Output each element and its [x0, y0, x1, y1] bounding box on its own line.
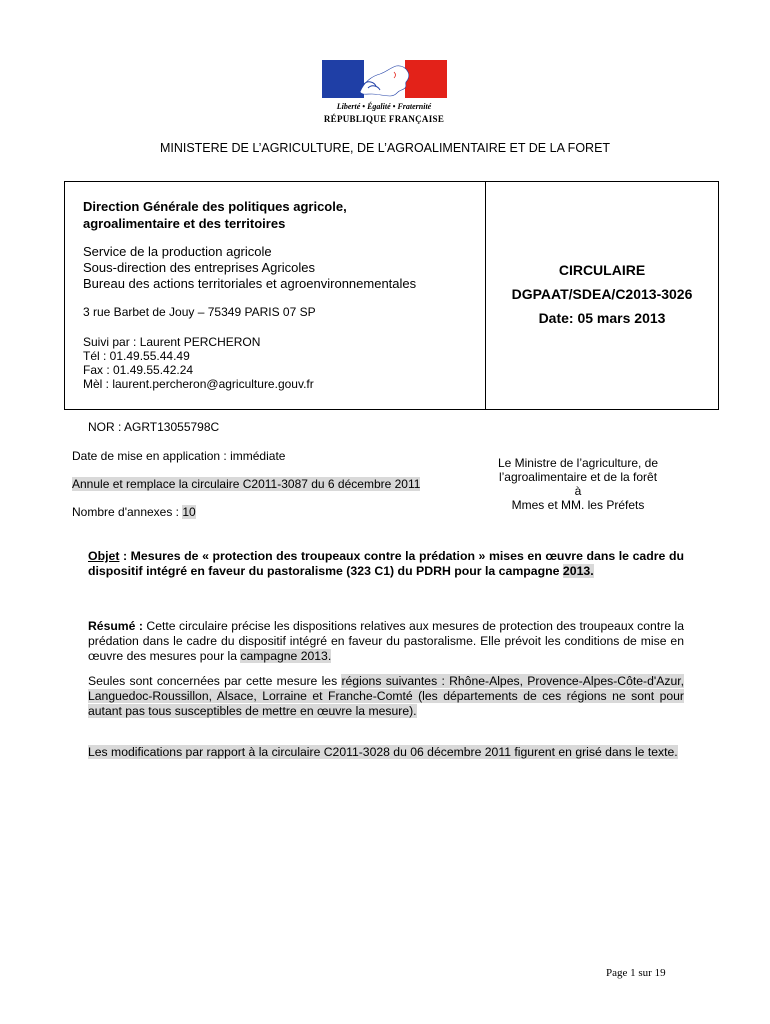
- nombre-annexes: [72, 505, 196, 519]
- regions-list: régions suivantes : Rhône-Alpes, Provence-Alpes-Côte-d'Azur, Languedoc-Roussillon, Alsace, Lorraine et Franche-Comté (les départements de ces régions ne sont pour autant pas tous susceptibles de mettre en œuvre la mesure).: [88, 674, 684, 718]
- resume-text: Cette circulaire précise les dispositions relatives aux mesures de protection des troupeaux contre la prédation dans le cadre du dispositif intégré en faveur du pastoralisme. Elle prévoit les conditions de mise en œuvre des mesures pour la: [88, 619, 684, 663]
- tricolor-flag: [322, 60, 447, 98]
- ministry-name: MINISTERE DE L’AGRICULTURE, DE L’AGROALIMENTAIRE ET DE LA FORET: [159, 141, 611, 155]
- date-application: Date de mise en application : immédiate: [72, 449, 286, 463]
- contact-block: [83, 335, 478, 391]
- contact-phone: Tél : 01.49.55.44.49: [83, 349, 190, 363]
- direction-generale: [83, 198, 478, 232]
- annexes-label: Nombre d'annexes :: [72, 505, 183, 519]
- contact-fax: Fax : 01.49.55.42.24: [83, 363, 194, 377]
- annexes-value: 10: [182, 505, 196, 519]
- resume-paragraph: [88, 619, 684, 664]
- republique-francaise-label: RÉPUBLIQUE FRANÇAISE: [323, 114, 445, 124]
- dg-line-1: Direction Générale des politiques agricole,: [83, 199, 347, 214]
- regions-intro: Seules sont concernées par cette mesure les: [88, 674, 342, 688]
- circulaire-label: CIRCULAIRE: [558, 262, 646, 278]
- postal-address: 3 rue Barbet de Jouy – 75349 PARIS 07 SP: [83, 305, 316, 319]
- service-block: [83, 244, 478, 292]
- contact-person: Suivi par : Laurent PERCHERON: [83, 335, 261, 349]
- dg-line-2: agroalimentaire et des territoires: [83, 216, 286, 231]
- resume-label: Résumé :: [88, 619, 143, 633]
- marianne-icon: [350, 62, 425, 98]
- republic-motto: Liberté • Égalité • Fraternité: [336, 102, 432, 111]
- circulaire-date: Date: 05 mars 2013: [538, 310, 666, 326]
- annule-text: Annule et remplace la circulaire C2011-3087 du 6 décembre 2011: [72, 477, 421, 491]
- objet-text: : Mesures de « protection des troupeaux contre la prédation » mises en œuvre dans le cadre du dispositif intégré en faveur du pastoralisme (323 C1) du PDRH pour la campagne: [88, 549, 684, 578]
- nor-reference: NOR : AGRT13055798C: [88, 420, 220, 434]
- dest-line-4: Mmes et MM. les Préfets: [511, 498, 645, 512]
- resume-campagne: campagne 2013.: [240, 649, 332, 663]
- modifications-paragraph: [88, 745, 684, 760]
- dest-line-2: l’agroalimentaire et de la forêt: [498, 470, 658, 484]
- contact-email: Mèl : laurent.percheron@agriculture.gouv.fr: [83, 377, 314, 391]
- annule-remplace: [72, 477, 420, 491]
- destinataires-block: [478, 456, 678, 512]
- circulaire-reference: DGPAAT/SDEA/C2013-3026: [511, 286, 693, 302]
- bureau-name: Bureau des actions territoriales et agroenvironnementales: [83, 276, 417, 291]
- objet-paragraph: [88, 549, 684, 579]
- modifications-text: Les modifications par rapport à la circulaire C2011-3028 du 06 décembre 2011 figurent en grisé dans le texte.: [88, 745, 678, 759]
- objet-year: 2013.: [562, 564, 594, 578]
- republique-francaise-logo: [319, 60, 449, 124]
- sender-block: [83, 198, 478, 391]
- sous-direction-name: Sous-direction des entreprises Agricoles: [83, 260, 315, 275]
- dest-line-3: à: [574, 484, 582, 498]
- objet-label: Objet: [88, 549, 120, 563]
- page-number: Page 1 sur 19: [606, 967, 666, 979]
- circulaire-block: [486, 258, 718, 330]
- regions-paragraph: [88, 674, 684, 719]
- header-box: [64, 181, 719, 410]
- dest-line-1: Le Ministre de l’agriculture, de: [497, 456, 659, 470]
- service-name: Service de la production agricole: [83, 244, 272, 259]
